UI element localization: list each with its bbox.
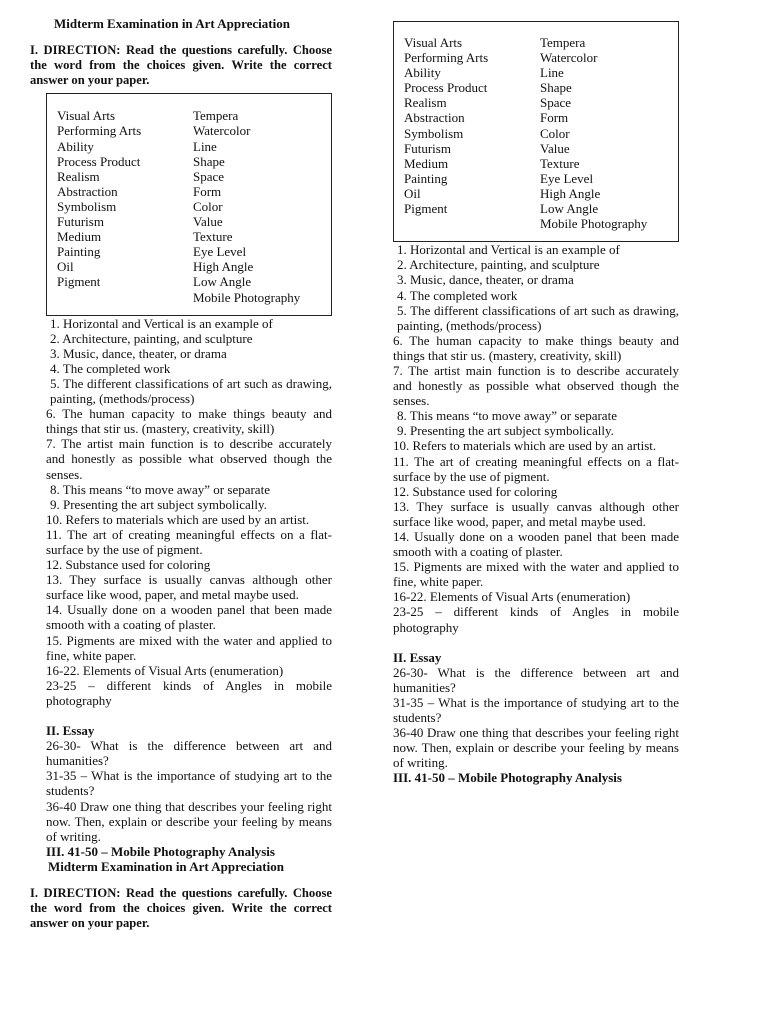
choice-item: Pigment xyxy=(57,274,101,290)
choice-item: Realism xyxy=(57,168,100,184)
question-item: 9. Presenting the art subject symbolically. xyxy=(50,496,267,512)
question-item: 4. The completed work xyxy=(397,287,518,303)
choice-item: Oil xyxy=(57,259,74,275)
question-item: 4. The completed work xyxy=(50,360,171,376)
choice-item: Painting xyxy=(404,170,448,186)
direction-text-repeat: I. DIRECTION: Read the questions carefully. Choose the word from the choices given. Write the correct answer on your paper. xyxy=(30,885,332,931)
choice-item: Form xyxy=(540,110,569,126)
direction-text: I. DIRECTION: Read the questions carefully. Choose the word from the choices given. Write the correct answer on your paper. xyxy=(30,43,332,88)
choice-item: Process Product xyxy=(57,153,141,169)
choice-item: Symbolism xyxy=(404,125,464,141)
exam-page-right xyxy=(393,21,679,786)
exam-title-repeat: Midterm Examination in Art Appreciation xyxy=(48,858,284,874)
choice-item: Low Angle xyxy=(193,274,252,290)
essay-item: 36-40 Draw one thing that describes your feeling right now. Then, explain or describe your feeling by means of writing. xyxy=(46,798,332,844)
choice-item: Mobile Photography xyxy=(540,216,648,232)
question-item: 13. They surface is usually canvas although other surface like wood, paper, and metal maybe used. xyxy=(393,498,679,529)
choice-item: Ability xyxy=(57,138,94,154)
choice-item: Futurism xyxy=(57,214,104,230)
choice-item: Low Angle xyxy=(540,201,599,217)
essay-heading: II. Essay xyxy=(46,723,95,739)
question-item: 15. Pigments are mixed with the water and applied to fine, white paper. xyxy=(393,559,679,590)
choice-item: Tempera xyxy=(540,35,586,50)
choice-item: High Angle xyxy=(540,185,601,201)
question-item: 6. The human capacity to make things beauty and things that stir us. (mastery, creativity, skill) xyxy=(46,406,332,437)
section-3-heading: III. 41-50 – Mobile Photography Analysis xyxy=(46,843,275,859)
question-list xyxy=(393,242,679,634)
question-item: 3. Music, dance, theater, or drama xyxy=(50,345,227,361)
question-item: 9. Presenting the art subject symbolically. xyxy=(397,423,614,439)
exam-title: Midterm Examination in Art Appreciation xyxy=(54,16,290,31)
choice-item: Performing Arts xyxy=(57,123,142,139)
question-item: 23-25 – different kinds of Angles in mobile photography xyxy=(46,677,332,708)
question-item: 1. Horizontal and Vertical is an example of xyxy=(50,315,273,331)
choice-item: Space xyxy=(540,95,572,111)
choice-item: Visual Arts xyxy=(57,108,116,124)
choice-item: Visual Arts xyxy=(404,35,463,50)
choices-column-2 xyxy=(193,108,300,304)
question-item: 13. They surface is usually canvas although other surface like wood, paper, and metal maybe used. xyxy=(46,572,332,603)
question-item: 6. The human capacity to make things beauty and things that stir us. (mastery, creativity, skill) xyxy=(393,332,679,363)
question-item: 1. Horizontal and Vertical is an example of xyxy=(397,242,620,258)
question-item: 3. Music, dance, theater, or drama xyxy=(397,272,574,288)
choice-item: Eye Level xyxy=(193,244,247,260)
question-item: 8. This means “to move away” or separate xyxy=(397,408,617,424)
question-item: 10. Refers to materials which are used by an artist. xyxy=(46,511,310,527)
choice-item: Texture xyxy=(540,155,580,171)
choices-column-2 xyxy=(540,35,647,231)
essay-item: 26-30- What is the difference between art and humanities? xyxy=(393,664,679,695)
choice-item: Value xyxy=(193,214,223,230)
choice-item: Medium xyxy=(404,155,449,171)
choice-item: Performing Arts xyxy=(404,50,489,66)
question-item: 16-22. Elements of Visual Arts (enumeration) xyxy=(393,589,631,605)
choice-item: Tempera xyxy=(193,108,239,124)
question-item: 7. The artist main function is to describe accurately and honestly as possible what observed though the senses. xyxy=(46,436,332,482)
question-item: 11. The art of creating meaningful effects on a flat-surface by the use of pigment. xyxy=(46,526,332,557)
choices-box xyxy=(46,93,332,315)
question-item: 5. The different classifications of art such as drawing, painting, (methods/process) xyxy=(50,375,332,407)
choice-item: Space xyxy=(193,168,225,184)
choice-item: Futurism xyxy=(404,140,451,156)
choice-item: Texture xyxy=(193,229,233,245)
choice-item: Abstraction xyxy=(57,183,118,199)
section-3-heading: III. 41-50 – Mobile Photography Analysis xyxy=(393,770,622,786)
choice-item: Painting xyxy=(57,244,101,260)
choice-item: Form xyxy=(193,183,222,199)
question-item: 12. Substance used for coloring xyxy=(46,557,211,573)
choice-item: Line xyxy=(193,138,217,154)
choices-column-1 xyxy=(57,108,193,304)
choice-item: Medium xyxy=(57,229,102,245)
choice-item: Shape xyxy=(193,153,225,169)
choice-item: Symbolism xyxy=(57,198,117,214)
question-list xyxy=(46,316,332,708)
question-item: 16-22. Elements of Visual Arts (enumeration) xyxy=(46,662,284,678)
choice-item: Mobile Photography xyxy=(193,289,301,305)
choices-column-1 xyxy=(404,35,540,231)
essay-item: 26-30- What is the difference between art and humanities? xyxy=(46,738,332,769)
question-item: 2. Architecture, painting, and sculpture xyxy=(397,257,600,273)
choice-item: Process Product xyxy=(404,80,488,96)
choices-box xyxy=(393,21,679,242)
essay-item: 31-35 – What is the importance of studying art to the students? xyxy=(46,768,332,799)
question-item: 7. The artist main function is to describe accurately and honestly as possible what observed though the senses. xyxy=(393,362,679,409)
question-item: 14. Usually done on a wooden panel that been made smooth with a coating of plaster. xyxy=(46,602,332,633)
question-item: 8. This means “to move away” or separate xyxy=(50,481,270,497)
choice-item: High Angle xyxy=(193,259,254,275)
choice-item: Abstraction xyxy=(404,110,465,126)
question-item: 11. The art of creating meaningful effects on a flat-surface by the use of pigment. xyxy=(393,453,679,484)
choice-item: Eye Level xyxy=(540,170,594,186)
choice-item: Watercolor xyxy=(540,50,598,66)
question-item: 10. Refers to materials which are used by an artist. xyxy=(393,438,657,454)
choice-item: Watercolor xyxy=(193,123,251,139)
choice-item: Line xyxy=(540,65,564,81)
choice-item: Realism xyxy=(404,95,447,111)
question-item: 23-25 – different kinds of Angles in mobile photography xyxy=(393,604,679,635)
question-item: 2. Architecture, painting, and sculpture xyxy=(50,330,253,346)
essay-item: 31-35 – What is the importance of studying art to the students? xyxy=(393,694,679,726)
question-item: 14. Usually done on a wooden panel that been made smooth with a coating of plaster. xyxy=(393,529,679,560)
choice-item: Ability xyxy=(404,65,441,81)
choice-item: Value xyxy=(540,140,570,156)
choice-item: Color xyxy=(193,198,223,214)
choice-item: Pigment xyxy=(404,201,448,217)
question-item: 5. The different classifications of art such as drawing, painting, (methods/process) xyxy=(397,302,679,333)
question-item: 12. Substance used for coloring xyxy=(393,483,558,499)
essay-heading: II. Essay xyxy=(393,649,442,665)
choice-item: Color xyxy=(540,125,570,141)
choice-item: Oil xyxy=(404,185,421,201)
exam-page-left xyxy=(30,16,332,931)
question-item: 15. Pigments are mixed with the water and applied to fine, white paper. xyxy=(46,632,332,663)
choice-item: Shape xyxy=(540,80,572,96)
essay-item: 36-40 Draw one thing that describes your feeling right now. Then, explain or describe your feeling by means of writing. xyxy=(393,725,679,771)
